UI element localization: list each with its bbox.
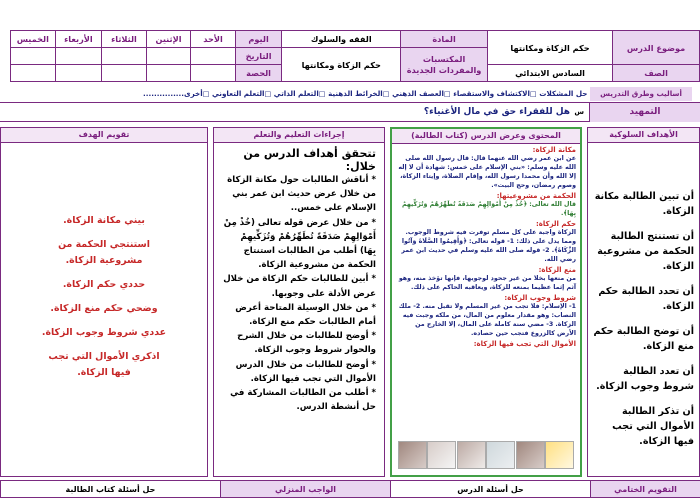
gold-image bbox=[545, 441, 574, 469]
intro-label: التمهيد bbox=[589, 103, 700, 122]
content-heading: منع الزكاة: bbox=[538, 266, 576, 274]
content-text: 1- الإسلام: فلا تجب من غير المسلم ولا تقبل منه. 2- ملك النصاب: وهو مقدار معلوم من المال، من ملكه وجبت فيه الزكاة. 3- مضي سنة كاملة على المال، إلا الخارج من الأرض كالزروع فتجب حين حصاده. bbox=[398, 303, 576, 337]
evaluation-item: بيني مكانة الزكاة. bbox=[63, 215, 145, 226]
procedure-item: * من خلال الوسيلة المتاحة أعرض أمام الطالبات حكم منع الزكاة. bbox=[235, 302, 376, 328]
evaluation-item: استنتجي الحكمة من مشروعية الزكاة. bbox=[58, 239, 150, 266]
livestock-image bbox=[516, 441, 545, 469]
day-thu: الخميس bbox=[11, 31, 56, 48]
content-heading: مكانة الزكاة: bbox=[532, 146, 576, 154]
header-table bbox=[10, 30, 700, 82]
content-column bbox=[390, 127, 582, 477]
homework-value: حل أسئلة كتاب الطالبة bbox=[1, 481, 221, 498]
goal-item: أن تعدد الطالبة شروط وجوب الزكاة. bbox=[596, 366, 694, 392]
procedure-item: * أوضح للطالبات من خلال الشرح والحوار شروط وجوب الزكاة. bbox=[237, 331, 376, 356]
grade-label: الصف bbox=[613, 65, 700, 82]
topic-label: موضوع الدرس bbox=[613, 31, 700, 65]
methods-label: أساليب وطرق التدريس bbox=[590, 87, 692, 101]
intro-question: هل للفقراء حق في مال الأغنياء؟ bbox=[423, 107, 570, 117]
day-label: اليوم bbox=[235, 31, 282, 48]
content-text: من منعها بخلا من غير جحود لوجوبها، فإنها تؤخذ منه، وهو آثم إثما عظيما بمنعه للزكاة، ويعاقبه الحاكم على ذلك. bbox=[398, 275, 576, 291]
procedures-column bbox=[213, 127, 385, 477]
evaluation-item: وضحي حكم منع الزكاة. bbox=[50, 303, 158, 314]
grade-value: السادس الابتدائي bbox=[488, 65, 613, 82]
footer-table bbox=[0, 480, 700, 498]
day-sun: الأحد bbox=[191, 31, 236, 48]
day-mon: الإثنين bbox=[146, 31, 191, 48]
goal-item: أن تبين الطالبة مكانة الزكاة. bbox=[594, 191, 694, 217]
period-label: الحصة bbox=[235, 65, 282, 82]
content-text: عن ابن عمر رضي الله عنهما قال: قال رسول الله صلى الله عليه وسلم: «بني الإسلام على خمس: شهادة أن لا إله إلا الله وأن محمدا رسول الله، وإقام الصلاة، وإيتاء الزكاة، وصوم رمضان، وحج البيت». bbox=[398, 155, 576, 189]
trade-goods-image bbox=[427, 441, 456, 469]
procedure-item: * أبين للطالبات حكم الزكاة من خلال عرض الأدلة على وجوبها. bbox=[223, 274, 376, 299]
goals-header: الأهداف السلوكية bbox=[588, 128, 699, 143]
evaluation-item: اذكري الأموال التي تجب فيها الزكاة. bbox=[48, 351, 160, 378]
content-heading: حكم الزكاة: bbox=[535, 220, 576, 228]
procedure-item: * أوضح للطالبات من خلال الدرس الأموال التي تجب فيها الزكاة. bbox=[235, 359, 376, 384]
day-wed: الأربعاء bbox=[55, 31, 102, 48]
zakat-assets-images bbox=[398, 441, 574, 471]
procedure-item: * من خلال عرض قوله تعالى (خُذْ مِنْ أَمْوَالِهِمْ صَدَقَةً تُطَهِّرُهُمْ وَتُزَكِّيهِمْ بِهَا) أطلب من الطالبات استنتاج الحكمة من مشروعية الزكاة. bbox=[223, 217, 376, 271]
final-eval-label: التقويم الختامي bbox=[591, 481, 700, 498]
content-text: قال الله تعالى: ﴿خُذْ مِنْ أَمْوَالِهِمْ صَدَقَةً تُطَهِّرُهُمْ وَتُزَكِّيهِمْ بِهَا﴾. bbox=[401, 201, 576, 217]
goal-item: أن تحدد الطالبة حكم الزكاة. bbox=[598, 286, 694, 312]
evaluation-header: تقويم الهدف bbox=[1, 128, 207, 143]
concepts-label: المكتسبات والمفردات الجديدة bbox=[401, 48, 488, 82]
content-text: الزكاة واجبة على كل مسلم توفرت فيه شروط الوجوب. ومما يدل على ذلك: 1- قوله تعالى: ﴿وَأَقِيمُوا الصَّلَاةَ وَآتُوا الزَّكَاةَ﴾. 2- قوله صلى الله عليه وسلم في حديث ابن عمر رضي الله. bbox=[401, 229, 576, 263]
procedure-item: * أناقش الطالبات حول مكانة الزكاة من خلال عرض حديث ابن عمر بني الإسلام على خمس.. bbox=[227, 175, 376, 214]
intro-row bbox=[0, 102, 700, 122]
procedures-title: تتحقق أهداف الدرس من خلال: bbox=[243, 147, 376, 173]
date-label: التاريخ bbox=[235, 48, 282, 65]
evaluation-item: عددي شروط وجوب الزكاة. bbox=[41, 327, 167, 338]
goals-column bbox=[587, 127, 700, 477]
content-heading: الأموال التي تجب فيها الزكاة: bbox=[473, 340, 576, 348]
goal-item: أن تذكر الطالبة الأموال التي تجب فيها الزكاة. bbox=[612, 406, 694, 447]
procedures-header: إجراءات التعليم والتعلم bbox=[214, 128, 384, 143]
methods-text: حل المشكلات □الاكتشاف والاستقصاء □العصف الذهني □الخرائط الذهنية □التعلم الذاتي □التعلم التعاوني □أخرى............... bbox=[143, 89, 588, 98]
homework-label: الواجب المنزلي bbox=[221, 481, 391, 498]
goal-item: أن توضح الطالبة حكم منع الزكاة. bbox=[593, 326, 694, 352]
camel-image bbox=[398, 441, 427, 469]
content-heading: شروط وجوب الزكاة: bbox=[504, 294, 576, 302]
content-header: المحتوى وعرض الدرس (كتاب الطالبة) bbox=[392, 129, 580, 144]
silver-image bbox=[486, 441, 515, 469]
day-tue: الثلاثاء bbox=[102, 31, 147, 48]
lesson-body bbox=[0, 127, 700, 477]
goal-item: أن تستنتج الطالبة الحكمة من مشروعية الزكاة. bbox=[597, 231, 694, 272]
subject-label: المادة bbox=[401, 31, 488, 48]
subject-value: الفقه والسلوك bbox=[282, 31, 401, 48]
final-eval-value: حل أسئلة الدرس bbox=[391, 481, 591, 498]
intro-marker: س bbox=[574, 108, 584, 116]
evaluation-item: حددي حكم الزكاة. bbox=[62, 279, 146, 290]
procedure-item: * أطلب من الطالبات المشاركة في حل أنشطة الدرس. bbox=[230, 388, 376, 413]
evaluation-column bbox=[0, 127, 208, 477]
topic-value: حكم الزكاة ومكانتها bbox=[488, 31, 613, 65]
grain-image bbox=[457, 441, 486, 469]
content-heading: الحكمة من مشروعيتها: bbox=[496, 192, 576, 200]
methods-row bbox=[0, 87, 700, 101]
concepts-value: حكم الزكاة ومكانتها bbox=[282, 48, 401, 82]
